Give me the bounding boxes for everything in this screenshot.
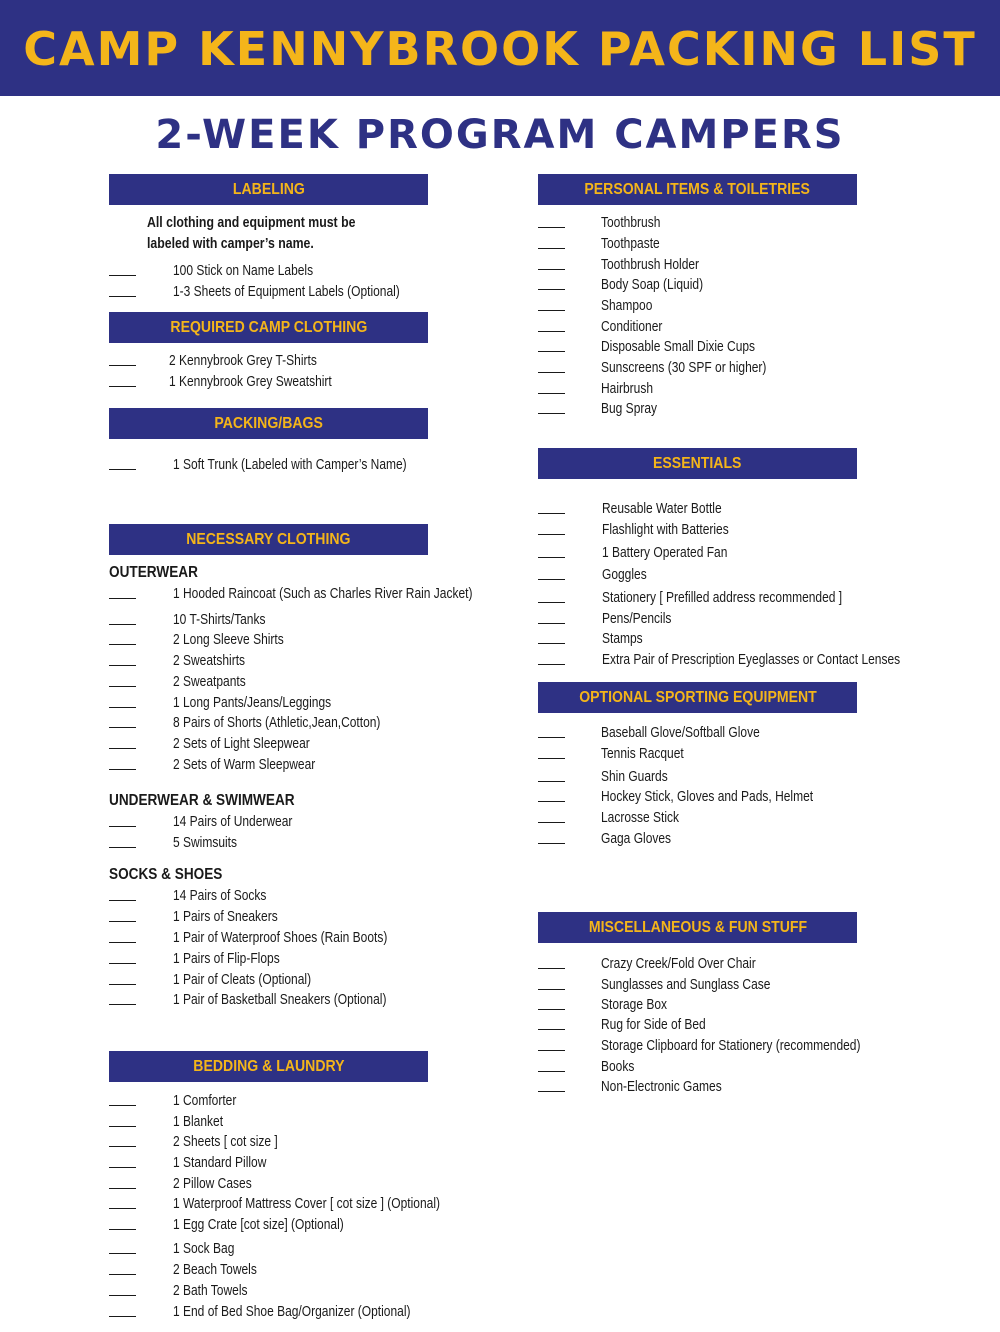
checkbox-line	[538, 1091, 565, 1092]
necessary-clothing-header: NECESSARY CLOTHING	[109, 524, 428, 555]
checkbox-line	[538, 331, 565, 332]
checkbox-line	[538, 623, 565, 624]
checkbox-line	[538, 534, 565, 535]
checkbox-line	[109, 1295, 136, 1296]
underwear-subheading: UNDERWEAR & SWIMWEAR	[109, 792, 295, 809]
checklist-item-label: 2 Bath Towels	[173, 1282, 248, 1299]
checklist-item-label: 2 Kennybrook Grey T-Shirts	[169, 352, 317, 369]
essentials-header: ESSENTIALS	[538, 448, 857, 479]
checklist-item-label: 1 Battery Operated Fan	[602, 544, 728, 561]
checkbox-line	[538, 269, 565, 270]
checklist-item-label: Stamps	[602, 630, 643, 647]
checklist-item-label: Tennis Racquet	[601, 745, 684, 762]
checklist-item-label: Stationery [ Prefilled address recommended ]	[602, 589, 843, 606]
checklist-item-label: Baseball Glove/Softball Glove	[601, 724, 760, 741]
packing-bags-header: PACKING/BAGS	[109, 408, 428, 439]
checkbox-line	[538, 843, 565, 844]
checklist-item-label: 1 Hooded Raincoat (Such as Charles River Rain Jacket)	[173, 585, 473, 602]
checklist-item-label: 14 Pairs of Underwear	[173, 813, 293, 830]
checkbox-line	[109, 727, 136, 728]
checklist-item-label: Storage Clipboard for Stationery (recommended)	[601, 1037, 861, 1054]
checkbox-line	[109, 275, 136, 276]
checklist-item-label: 1 Egg Crate [cot size] (Optional)	[173, 1216, 344, 1233]
checklist-item-label: Shin Guards	[601, 768, 668, 785]
checklist-item-label: Reusable Water Bottle	[602, 500, 722, 517]
checkbox-line	[109, 984, 136, 985]
socks-subheading: SOCKS & SHOES	[109, 866, 223, 883]
checkbox-line	[538, 737, 565, 738]
checklist-item-label: 100 Stick on Name Labels	[173, 262, 314, 279]
checklist-item-label: 5 Swimsuits	[173, 834, 238, 851]
checklist-item-label: Toothbrush	[601, 214, 661, 231]
checkbox-line	[109, 942, 136, 943]
checkbox-line	[109, 826, 136, 827]
checkbox-line	[538, 801, 565, 802]
checkbox-line	[109, 900, 136, 901]
checkbox-line	[109, 365, 136, 366]
checklist-item-label: Rug for Side of Bed	[601, 1016, 706, 1033]
checkbox-line	[538, 393, 565, 394]
checkbox-line	[538, 1050, 565, 1051]
checklist-item-label: 1 Standard Pillow	[173, 1154, 267, 1171]
misc-header: MISCELLANEOUS & FUN STUFF	[538, 912, 857, 943]
checkbox-line	[538, 602, 565, 603]
checkbox-line	[109, 1105, 136, 1106]
checkbox-line	[538, 781, 565, 782]
checkbox-line	[538, 758, 565, 759]
checkbox-line	[109, 598, 136, 599]
checkbox-line	[109, 686, 136, 687]
checklist-item-label: Pens/Pencils	[602, 610, 672, 627]
checklist-item-label: Non-Electronic Games	[601, 1078, 722, 1095]
checklist-item-label: Bug Spray	[601, 400, 658, 417]
checkbox-line	[109, 1208, 136, 1209]
checklist-item-label: Flashlight with Batteries	[602, 521, 729, 538]
checkbox-line	[538, 310, 565, 311]
checklist-item-label: Toothpaste	[601, 235, 660, 252]
checklist-item-label: Gaga Gloves	[601, 830, 672, 847]
checkbox-line	[109, 469, 136, 470]
page-title: CAMP KENNYBROOK PACKING LIST	[23, 22, 977, 76]
checkbox-line	[109, 386, 136, 387]
checklist-item-label: 2 Sweatshirts	[173, 652, 246, 669]
checkbox-line	[538, 822, 565, 823]
checkbox-line	[538, 351, 565, 352]
checkbox-line	[109, 1146, 136, 1147]
checkbox-line	[538, 248, 565, 249]
checkbox-line	[538, 227, 565, 228]
checklist-item-label: 2 Sets of Warm Sleepwear	[173, 756, 316, 773]
personal-items-header: PERSONAL ITEMS & TOILETRIES	[538, 174, 857, 205]
checklist-item-label: 1 Pairs of Sneakers	[173, 908, 278, 925]
checklist-item-label: Toothbrush Holder	[601, 256, 700, 273]
checkbox-line	[538, 1029, 565, 1030]
checkbox-line	[109, 1126, 136, 1127]
labeling-header: LABELING	[109, 174, 428, 205]
checklist-item-label: 1 Pair of Cleats (Optional)	[173, 971, 312, 988]
checklist-item-label: 10 T-Shirts/Tanks	[173, 611, 266, 628]
checklist-item-label: Hockey Stick, Gloves and Pads, Helmet	[601, 788, 814, 805]
checkbox-line	[109, 1188, 136, 1189]
checklist-item-label: 1 Comforter	[173, 1092, 237, 1109]
checkbox-line	[538, 664, 565, 665]
checkbox-line	[538, 289, 565, 290]
checklist-item-label: Disposable Small Dixie Cups	[601, 338, 756, 355]
checkbox-line	[538, 513, 565, 514]
outerwear-subheading: OUTERWEAR	[109, 564, 198, 581]
checklist-item-label: 1 Kennybrook Grey Sweatshirt	[169, 373, 332, 390]
checklist-item-label: Extra Pair of Prescription Eyeglasses or Contact Lenses	[602, 651, 901, 668]
checkbox-line	[538, 968, 565, 969]
checkbox-line	[109, 1253, 136, 1254]
checklist-item-label: 1 Long Pants/Jeans/Leggings	[173, 694, 332, 711]
checklist-item-label: 2 Sweatpants	[173, 673, 246, 690]
checklist-item-label: 1 Pair of Basketball Sneakers (Optional)	[173, 991, 387, 1008]
checklist-item-label: Crazy Creek/Fold Over Chair	[601, 955, 756, 972]
checkbox-line	[538, 557, 565, 558]
checklist-item-label: 1 Pair of Waterproof Shoes (Rain Boots)	[173, 929, 388, 946]
checkbox-line	[109, 1167, 136, 1168]
checkbox-line	[109, 296, 136, 297]
checklist-item-label: 8 Pairs of Shorts (Athletic,Jean,Cotton)	[173, 714, 381, 731]
checklist-item-label: 1 Waterproof Mattress Cover [ cot size ] (Optional)	[173, 1195, 440, 1212]
checklist-item-label: Body Soap (Liquid)	[601, 276, 704, 293]
checklist-item-label: Lacrosse Stick	[601, 809, 680, 826]
required-clothing-header: REQUIRED CAMP CLOTHING	[109, 312, 428, 343]
checklist-item-label: 2 Long Sleeve Shirts	[173, 631, 284, 648]
checklist-item-label: 1 End of Bed Shoe Bag/Organizer (Optional)	[173, 1303, 411, 1320]
checklist-item-label: 1 Pairs of Flip-Flops	[173, 950, 280, 967]
checkbox-line	[538, 579, 565, 580]
checkbox-line	[109, 769, 136, 770]
checkbox-line	[109, 921, 136, 922]
checkbox-line	[109, 847, 136, 848]
checkbox-line	[538, 1071, 565, 1072]
checkbox-line	[538, 372, 565, 373]
checklist-item-label: 1 Soft Trunk (Labeled with Camper’s Name)	[173, 456, 407, 473]
title-banner	[0, 0, 1000, 96]
labeling-note: All clothing and equipment must be labeled with camper’s name.	[147, 214, 356, 252]
sporting-header: OPTIONAL SPORTING EQUIPMENT	[538, 682, 857, 713]
checkbox-line	[538, 643, 565, 644]
checklist-item-label: 2 Pillow Cases	[173, 1175, 252, 1192]
checkbox-line	[109, 665, 136, 666]
checklist-item-label: 2 Beach Towels	[173, 1261, 257, 1278]
checkbox-line	[109, 1004, 136, 1005]
checklist-item-label: Shampoo	[601, 297, 653, 314]
checklist-item-label: 14 Pairs of Socks	[173, 887, 267, 904]
bedding-header: BEDDING & LAUNDRY	[109, 1051, 428, 1082]
checkbox-line	[109, 644, 136, 645]
checkbox-line	[109, 748, 136, 749]
checklist-item-label: 2 Sheets [ cot size ]	[173, 1133, 278, 1150]
checkbox-line	[109, 963, 136, 964]
checklist-item-label: 2 Sets of Light Sleepwear	[173, 735, 310, 752]
checkbox-line	[109, 1316, 136, 1317]
checklist-item-label: Books	[601, 1058, 635, 1075]
checklist-item-label: Conditioner	[601, 318, 663, 335]
checklist-item-label: Sunscreens (30 SPF or higher)	[601, 359, 767, 376]
checkbox-line	[109, 1229, 136, 1230]
checklist-item-label: 1 Sock Bag	[173, 1240, 235, 1257]
checklist-item-label: Goggles	[602, 566, 647, 583]
checkbox-line	[109, 1274, 136, 1275]
checklist-item-label: 1-3 Sheets of Equipment Labels (Optional)	[173, 283, 400, 300]
checkbox-line	[109, 624, 136, 625]
checklist-item-label: 1 Blanket	[173, 1113, 224, 1130]
checkbox-line	[538, 1009, 565, 1010]
checklist-item-label: Storage Box	[601, 996, 668, 1013]
checkbox-line	[538, 413, 565, 414]
checklist-item-label: Sunglasses and Sunglass Case	[601, 976, 771, 993]
checkbox-line	[538, 989, 565, 990]
checkbox-line	[109, 707, 136, 708]
page-subtitle: 2-WEEK PROGRAM CAMPERS	[155, 112, 845, 158]
checklist-item-label: Hairbrush	[601, 380, 654, 397]
